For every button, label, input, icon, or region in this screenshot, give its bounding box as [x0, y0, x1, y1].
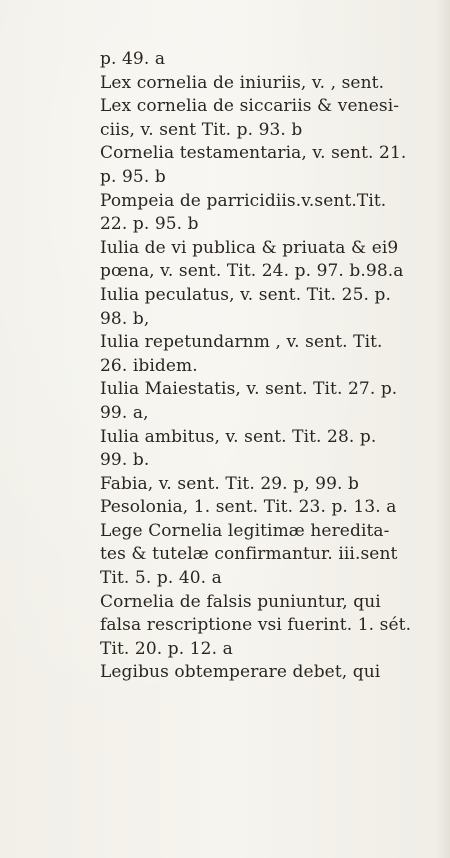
text-line: Cornelia testamentaria, v. sent. 21.	[100, 143, 407, 164]
text-line: 98. b,	[100, 308, 150, 329]
text-line: p. 49. a	[100, 49, 166, 69]
text-line: Cornelia de falsis puniuntur, qui	[100, 591, 381, 612]
text-line: pœna, v. sent. Tit. 24. p. 97. b.98.a	[100, 261, 404, 282]
text-line: Lex cornelia de siccariis & venesi-	[100, 96, 400, 117]
text-line: Tit. 5. p. 40. a	[100, 568, 222, 589]
text-line: p. 95. b	[100, 166, 166, 187]
text-line: Iulia peculatus, v. sent. Tit. 25. p.	[100, 284, 391, 305]
text-line: 22. p. 95. b	[100, 214, 199, 235]
text-line: Pompeia de parricidiis.v.sent.Tit.	[100, 190, 387, 211]
text-line: Iulia ambitus, v. sent. Tit. 28. p.	[100, 426, 377, 447]
page-edge-shadow	[436, 0, 450, 858]
text-line: ciis, v. sent Tit. p. 93. b	[100, 119, 303, 140]
text-line: Lege Cornelia legitimæ heredita-	[100, 520, 390, 541]
text-line: 99. b.	[100, 450, 150, 471]
text-line: Iulia Maiestatis, v. sent. Tit. 27. p.	[100, 379, 398, 400]
text-line: Legibus obtemperare debet, qui	[100, 662, 381, 683]
index-text-block	[100, 48, 430, 685]
text-line: Pesolonia, 1. sent. Tit. 23. p. 13. a	[100, 497, 397, 518]
text-line: Iulia de vi publica & priuata & ei9	[100, 237, 399, 258]
text-line: tes & tutelæ confirmantur. iii.sent	[100, 544, 398, 565]
text-line: 26. ibidem.	[100, 355, 198, 376]
text-line: 99. a,	[100, 402, 149, 423]
text-line: Lex cornelia de iniuriis, v. , sent.	[100, 72, 385, 93]
text-line: falsa rescriptione vsi fuerint. 1. sét.	[100, 615, 412, 636]
text-line: Fabia, v. sent. Tit. 29. p, 99. b	[100, 473, 359, 494]
text-line: Tit. 20. p. 12. a	[100, 638, 233, 659]
text-line: Iulia repetundarnm , v. sent. Tit.	[100, 332, 383, 353]
